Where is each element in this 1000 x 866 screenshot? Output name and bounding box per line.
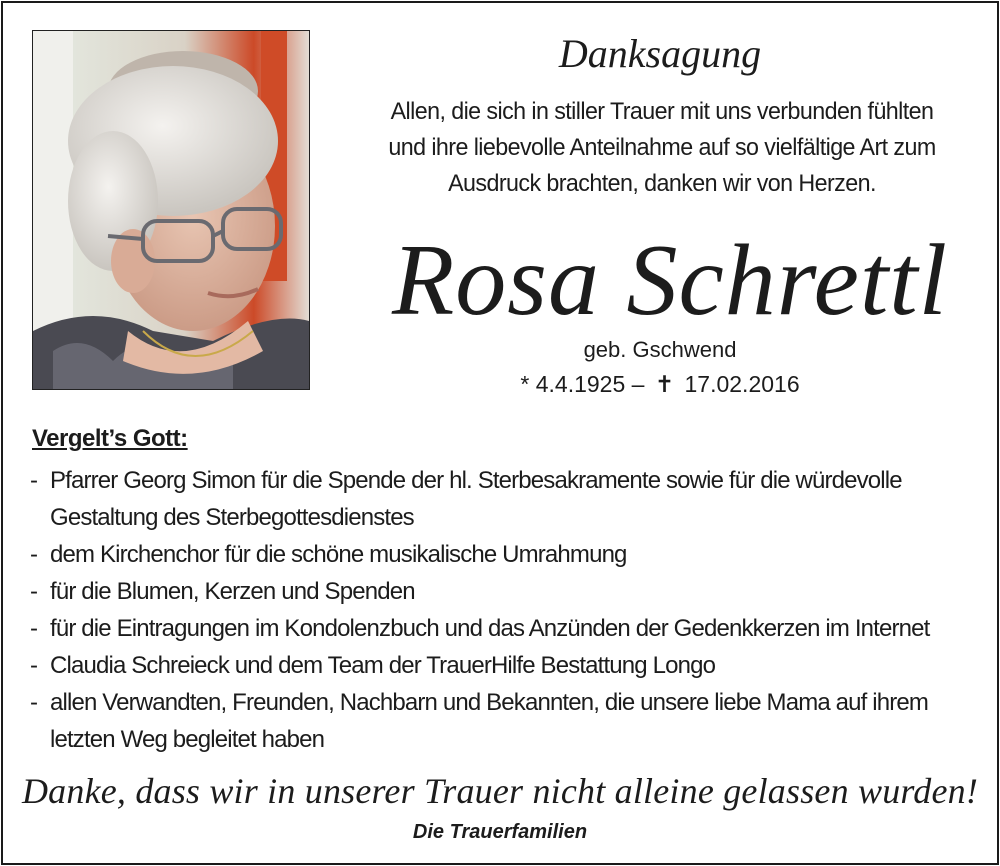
list-dash: - <box>30 615 38 642</box>
list-item-text-continued: letzten Weg begleitet haben <box>50 726 325 753</box>
signature: Die Trauerfamilien <box>412 821 588 843</box>
intro-line: Ausdruck brachten, danken wir von Herzen. <box>448 170 876 197</box>
list-dash: - <box>30 467 38 494</box>
life-dates <box>330 368 990 400</box>
list-item <box>30 573 980 610</box>
list-dash: - <box>30 578 38 605</box>
intro-line: und ihre liebevolle Anteilnahme auf so vielfältige Art zum <box>388 134 936 161</box>
closing-line: Danke, dass wir in unserer Trauer nicht alleine gelassen wurden! <box>21 771 979 811</box>
cross-icon: ✝ <box>654 371 675 397</box>
heading-danksagung: Danksagung <box>558 31 762 76</box>
intro-text <box>340 94 984 202</box>
list-dash: - <box>30 541 38 568</box>
deceased-name: Rosa Schrettl <box>392 224 948 337</box>
list-item <box>30 536 980 573</box>
thanks-list <box>30 462 980 758</box>
death-date: 17.02.2016 <box>684 371 800 397</box>
list-item <box>30 684 980 758</box>
thanks-title: Vergelt’s Gott: <box>32 425 188 452</box>
list-item <box>30 647 980 684</box>
list-item <box>30 610 980 647</box>
list-item-text: dem Kirchenchor für die schöne musikalische Umrahmung <box>50 541 627 568</box>
list-dash: - <box>30 689 38 716</box>
list-item <box>30 462 980 536</box>
list-dash: - <box>30 652 38 679</box>
list-item-text: Pfarrer Georg Simon für die Spende der hl. Sterbesakramente sowie für die würdevolle <box>50 467 902 494</box>
list-item-text: Claudia Schreieck und dem Team der TrauerHilfe Bestattung Longo <box>50 652 716 679</box>
intro-line: Allen, die sich in stiller Trauer mit uns verbunden fühlten <box>390 98 934 125</box>
birth-date: * 4.4.1925 – <box>520 371 645 397</box>
list-item-text: allen Verwandten, Freunden, Nachbarn und Bekannten, die unsere liebe Mama auf ihrem <box>50 689 929 716</box>
list-item-text: für die Eintragungen im Kondolenzbuch und das Anzünden der Gedenkkerzen im Internet <box>50 615 930 642</box>
portrait-photo <box>32 30 310 390</box>
list-item-text-continued: Gestaltung des Sterbegottesdienstes <box>50 504 414 531</box>
birth-name: geb. Gschwend <box>583 337 737 362</box>
list-item-text: für die Blumen, Kerzen und Spenden <box>50 578 415 605</box>
